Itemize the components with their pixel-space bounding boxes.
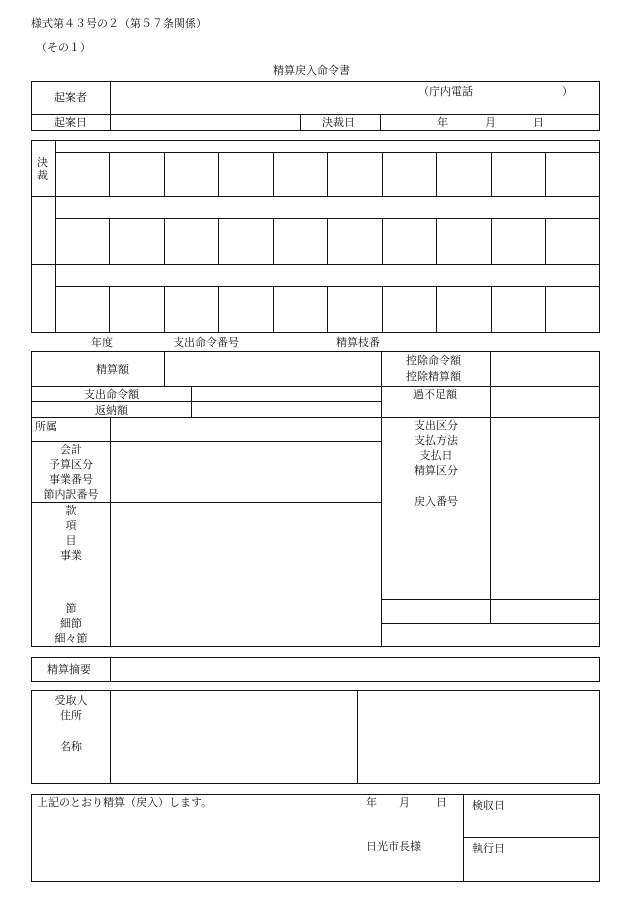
section-detail-number-label: 節内訳番号 <box>43 488 99 501</box>
recipient-field[interactable] <box>111 691 356 783</box>
divider <box>300 114 301 131</box>
surplus-deficit-label: 過不足額 <box>413 388 457 401</box>
draft-date-field[interactable] <box>111 115 299 130</box>
office-phone-close: ） <box>562 85 573 98</box>
kou-label: 項 <box>65 519 77 532</box>
payment-date-label: 支払日 <box>419 449 453 462</box>
drafter-field[interactable] <box>111 86 600 112</box>
refund-number-label: 戻入番号 <box>414 495 458 508</box>
approval-box <box>31 140 600 333</box>
kan-label: 款 <box>65 504 77 517</box>
divider <box>218 218 219 264</box>
deduction-settlement-amount-label: 控除精算額 <box>406 370 461 383</box>
department-label: 所属 <box>35 420 57 433</box>
divider <box>273 218 274 264</box>
decision-day: 日 <box>533 116 544 129</box>
decision-date-label: 決裁日 <box>322 116 355 129</box>
drafter-label: 起案者 <box>54 91 87 104</box>
divider <box>218 152 219 196</box>
divider <box>436 152 437 196</box>
divider <box>357 690 358 784</box>
budget-category-label: 予算区分 <box>49 458 93 471</box>
footer-year: 年 <box>366 796 377 809</box>
mayor-addressee: 日光市長様 <box>366 840 421 853</box>
payment-category-label: 支出区分 <box>414 419 458 432</box>
footer-month: 月 <box>399 796 410 809</box>
divider <box>55 140 56 333</box>
payment-order-no-label: 支出命令番号 <box>173 336 239 349</box>
department-field[interactable] <box>111 418 380 440</box>
footer-day: 日 <box>436 796 447 809</box>
moku-label: 目 <box>65 534 77 547</box>
jigyo-label: 事業 <box>60 549 82 562</box>
divider <box>109 218 110 264</box>
setsu-label: 節 <box>65 602 77 615</box>
divider <box>31 264 600 265</box>
deduction-amount-field[interactable] <box>491 352 599 385</box>
divider <box>109 286 110 333</box>
project-number-label: 事業番号 <box>49 473 93 486</box>
footer-statement: 上記のとおり精算（戻入）します。 <box>37 796 213 809</box>
divider <box>109 152 110 196</box>
divider <box>164 218 165 264</box>
divider <box>382 286 383 333</box>
recipient-label: 受取人 <box>54 694 88 707</box>
form-number: 様式第４３号の２（第５７条関係） <box>31 17 207 30</box>
divider <box>31 196 600 197</box>
recipient-address-label: 住所 <box>60 709 82 722</box>
decision-year: 年 <box>437 116 448 129</box>
payment-order-amount-label: 支出命令額 <box>84 388 139 401</box>
summary-label: 精算摘要 <box>47 663 91 676</box>
payment-method-label: 支払方法 <box>414 434 458 447</box>
divider <box>164 152 165 196</box>
accounting-field[interactable] <box>111 442 380 501</box>
divider <box>273 286 274 333</box>
settlement-category-label: 精算区分 <box>414 464 458 477</box>
divider <box>545 218 546 264</box>
divider <box>491 286 492 333</box>
approval-label-1: 決 <box>37 156 48 169</box>
execution-date-label: 執行日 <box>472 842 505 855</box>
divider <box>545 286 546 333</box>
recipient-name-label: 名称 <box>60 740 82 753</box>
divider <box>381 599 600 600</box>
divider <box>463 794 464 882</box>
draft-date-label: 起案日 <box>54 116 87 129</box>
divider <box>463 837 600 838</box>
divider <box>436 286 437 333</box>
settlement-amount-label: 精算額 <box>96 363 129 376</box>
divider <box>382 218 383 264</box>
divider <box>382 152 383 196</box>
accounting-label: 会計 <box>60 443 82 456</box>
divider <box>327 218 328 264</box>
deduction-order-amount-label: 控除命令額 <box>406 354 461 367</box>
divider <box>436 218 437 264</box>
settlement-branch-no-label: 精算枝番 <box>336 336 380 349</box>
payment-details-field[interactable] <box>491 418 599 598</box>
divider <box>218 286 219 333</box>
budget-account-field[interactable] <box>111 503 380 646</box>
divider <box>381 351 382 647</box>
page-title: 精算戻入命令書 <box>273 64 350 77</box>
divider <box>327 286 328 333</box>
divider <box>491 218 492 264</box>
saisaisetsu-label: 細々節 <box>54 632 88 645</box>
approval-label-2: 裁 <box>37 169 48 182</box>
form-part: （その１） <box>36 41 91 54</box>
divider <box>491 152 492 196</box>
fiscal-year-label: 年度 <box>91 336 113 349</box>
surplus-deficit-field[interactable] <box>491 387 599 416</box>
divider <box>273 152 274 196</box>
payment-order-amount-field[interactable] <box>192 387 380 416</box>
divider <box>164 286 165 333</box>
summary-field[interactable] <box>111 658 599 681</box>
divider <box>381 623 600 624</box>
divider <box>545 152 546 196</box>
divider <box>380 114 381 131</box>
office-phone-open: （庁内電話 <box>418 85 473 98</box>
decision-month: 月 <box>485 116 496 129</box>
settlement-amount-field[interactable] <box>165 352 380 385</box>
saisetsu-label: 細節 <box>60 617 82 630</box>
refund-amount-label: 返納額 <box>95 404 128 417</box>
divider <box>327 152 328 196</box>
receipt-date-label: 検収日 <box>472 799 505 812</box>
